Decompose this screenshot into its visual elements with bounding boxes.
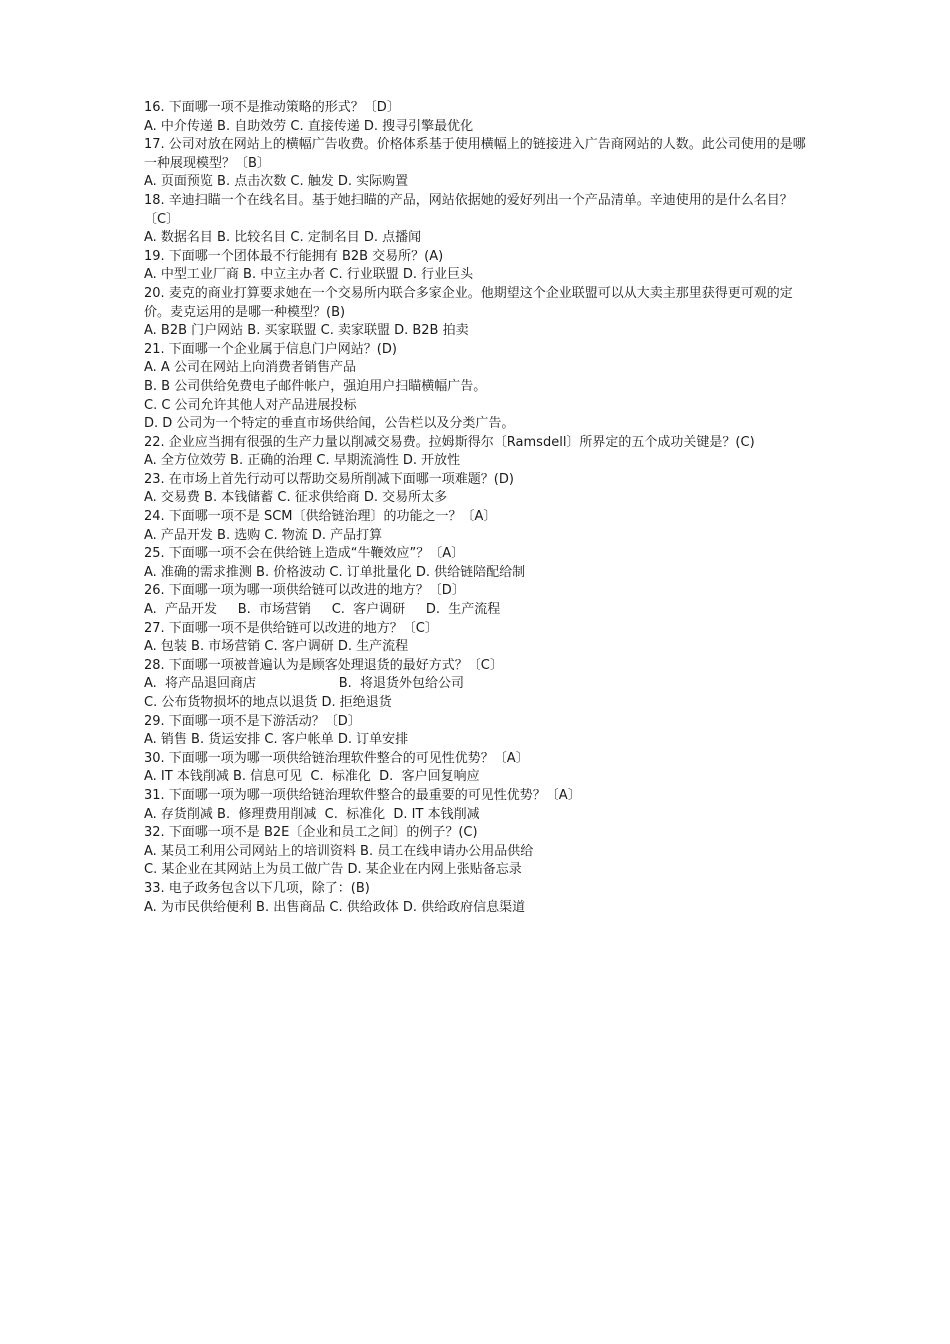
question-32-options-cd: C. 某企业在其网站上为员工做广告 D. 某企业在内网上张贴备忘录 — [144, 862, 522, 878]
question-24-options: A. 产品开发 B. 选购 C. 物流 D. 产品打算 — [144, 527, 383, 543]
question-28-options-ab: A. 将产品退回商店 B. 将退货外包给公司 — [144, 676, 465, 692]
question-22: 22. 企业应当拥有很强的生产力量以削减交易费。拉姆斯得尔〔Ramsdell〕所界定的五个成功关键是？(C) — [144, 434, 755, 450]
question-16: 16. 下面哪一项不是推动策略的形式？〔D〕 — [144, 100, 400, 115]
question-23-options: A. 交易费 B. 本钱储蓄 C. 征求供给商 D. 交易所太多 — [144, 490, 448, 506]
question-21: 21. 下面哪一个企业属于信息门户网站？(D) — [144, 341, 397, 357]
question-27-options: A. 包装 B. 市场营销 C. 客户调研 D. 生产流程 — [144, 639, 409, 655]
question-26-options: A. 产品开发 B. 市场营销 C. 客户调研 D. 生产流程 — [144, 602, 501, 618]
question-25-options: A. 准确的需求推测 B. 价格波动 C. 订单批量化 D. 供给链陪配给制 — [144, 564, 526, 580]
question-29-options: A. 销售 B. 货运安排 C. 客户帐单 D. 订单安排 — [144, 732, 409, 748]
question-27: 27. 下面哪一项不是供给链可以改进的地方？〔C〕 — [144, 620, 438, 636]
question-31: 31. 下面哪一项为哪一项供给链治理软件整合的最重要的可见性优势？〔A〕 — [144, 787, 581, 803]
question-21-option-c: C. C 公司允许其他人对产品进展投标 — [144, 397, 357, 413]
question-28-options-cd: C. 公布货物损坏的地点以退货 D. 拒绝退货 — [144, 695, 392, 710]
question-31-options: A. 存货削减 B. 修理费用削减 C. 标准化 D. IT 本钱削减 — [144, 806, 480, 822]
question-24: 24. 下面哪一项不是 SCM〔供给链治理〕的功能之一？〔A〕 — [144, 509, 497, 525]
question-25: 25. 下面哪一项不会在供给链上造成“牛鞭效应”？〔A〕 — [144, 546, 465, 562]
question-17-options: A. 页面预览 B. 点击次数 C. 触发 D. 实际购置 — [144, 174, 409, 190]
question-18: 18. 辛迪扫瞄一个在线名目。基于她扫瞄的产品，网站依据她的爱好列出一个产品清单。辛迪使用的是什么名目？〔C〕 — [144, 192, 793, 227]
question-30: 30. 下面哪一项为哪一项供给链治理软件整合的可见性优势？〔A〕 — [144, 750, 529, 766]
question-20-options: A. B2B 门户网站 B. 买家联盟 C. 卖家联盟 D. B2B 拍卖 — [144, 323, 469, 339]
question-21-option-b: B. B 公司供给免费电子邮件帐户，强迫用户扫瞄横幅广告。 — [144, 378, 487, 394]
question-33-options: A. 为市民供给便利 B. 出售商品 C. 供给政体 D. 供给政府信息渠道 — [144, 899, 526, 915]
question-17: 17. 公司对放在网站上的横幅广告收费。价格体系基于使用横幅上的链接进入广告商网站的人数。此公司使用的是哪一种展现模型？〔B〕 — [144, 137, 806, 171]
question-23: 23. 在市场上首先行动可以帮助交易所削减下面哪一项难题？(D) — [144, 471, 514, 487]
question-26: 26. 下面哪一项为哪一项供给链可以改进的地方？〔D〕 — [144, 583, 465, 599]
document-body — [144, 99, 810, 917]
question-19-options: A. 中型工业厂商 B. 中立主办者 C. 行业联盟 D. 行业巨头 — [144, 267, 474, 283]
question-32: 32. 下面哪一项不是 B2E〔企业和员工之间〕的例子？(C) — [144, 825, 478, 841]
question-16-options: A. 中介传递 B. 自助效劳 C. 直接传递 D. 搜寻引擎最优化 — [144, 118, 474, 134]
question-30-options: A. IT 本钱削减 B. 信息可见 C. 标准化 D. 客户回复响应 — [144, 769, 480, 785]
question-28: 28. 下面哪一项被普遍认为是顾客处理退货的最好方式？〔C〕 — [144, 657, 503, 673]
question-29: 29. 下面哪一项不是下游活动？〔D〕 — [144, 713, 361, 729]
question-19: 19. 下面哪一个团体最不行能拥有 B2B 交易所？(A) — [144, 248, 444, 264]
question-22-options: A. 全方位效劳 B. 正确的治理 C. 早期流淌性 D. 开放性 — [144, 453, 461, 469]
question-33: 33. 电子政务包含以下几项，除了：(B) — [144, 880, 370, 896]
question-21-option-a: A. A 公司在网站上向消费者销售产品 — [144, 360, 356, 376]
question-32-options-ab: A. 某员工利用公司网站上的培训资料 B. 员工在线申请办公用品供给 — [144, 843, 534, 859]
question-18-options: A. 数据名目 B. 比较名目 C. 定制名目 D. 点播闻 — [144, 230, 422, 246]
question-20: 20. 麦克的商业打算要求她在一个交易所内联合多家企业。他期望这个企业联盟可以从大卖主那里获得更可观的定价。麦克运用的是哪一种模型？(B) — [144, 285, 793, 320]
question-21-option-d: D. D 公司为一个特定的垂直市场供给闻，公告栏以及分类广告。 — [144, 416, 515, 432]
